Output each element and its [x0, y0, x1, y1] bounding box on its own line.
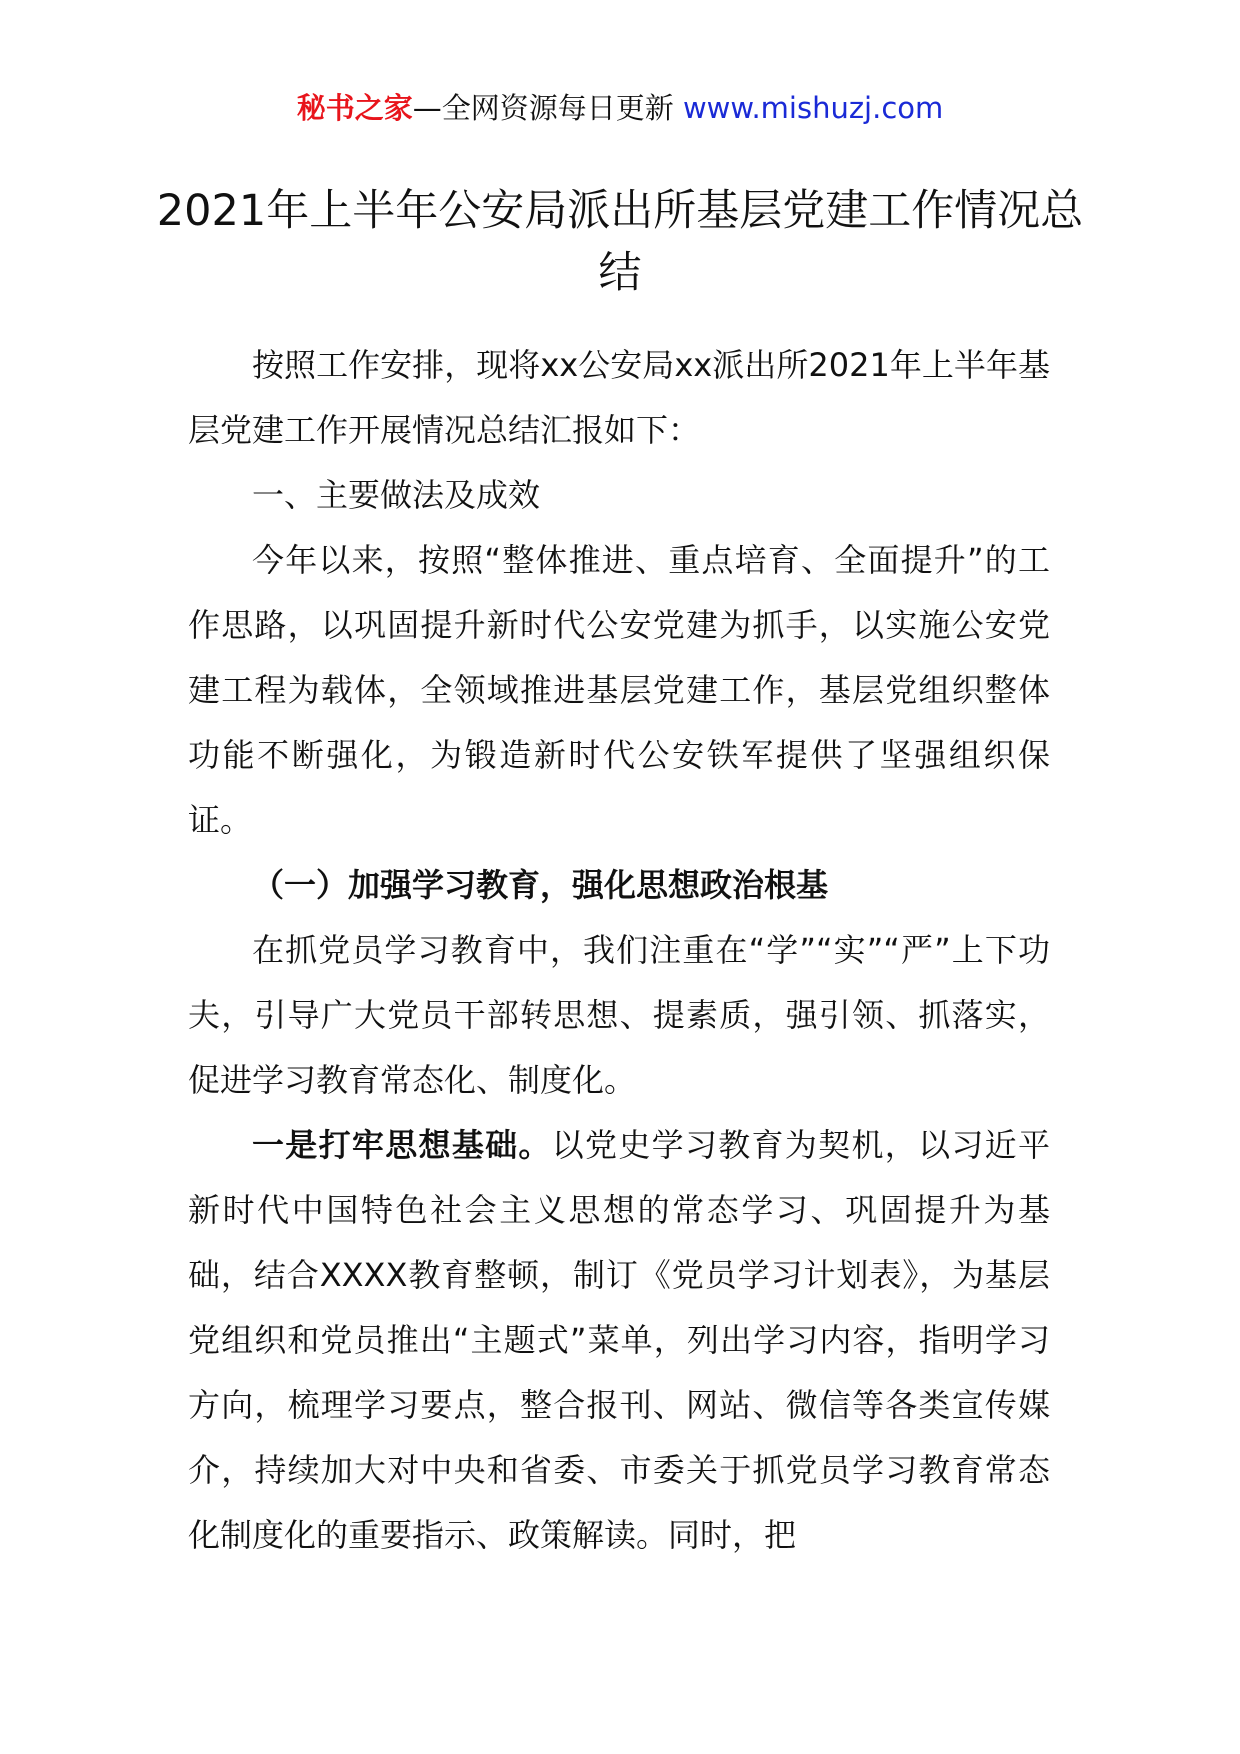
intro-paragraph: 按照工作安排，现将xx公安局xx派出所2021年上半年基层党建工作开展情况总结汇报如下：	[188, 346, 1050, 449]
point-paragraph	[188, 1113, 1050, 1568]
section-heading: 一、主要做法及成效	[252, 476, 541, 514]
section-paragraph: 今年以来，按照“整体推进、重点培育、全面提升”的工作思路，以巩固提升新时代公安党建为抓手，以实施公安党建工程为载体，全领域推进基层党建工作，基层党组织整体功能不断强化，为锻造新时代公安铁军提供了坚强组织保证。	[188, 541, 1050, 839]
subsection-paragraph: 在抓党员学习教育中，我们注重在“学”“实”“严”上下功夫，引导广大党员干部转思想、提素质，强引领、抓落实，促进学习教育常态化、制度化。	[188, 931, 1050, 1099]
document-body	[188, 333, 1050, 1568]
point-lead: 一是打牢思想基础。	[252, 1126, 552, 1164]
site-name: 秘书之家	[296, 91, 413, 125]
subsection-heading: （一）加强学习教育，强化思想政治根基	[252, 866, 829, 904]
site-url-link[interactable]: www.mishuzj.com	[682, 91, 944, 125]
point-body: 以党史学习教育为契机，以习近平新时代中国特色社会主义思想的常态学习、巩固提升为基础，结合XXXX教育整顿，制订《党员学习计划表》，为基层党组织和党员推出“主题式”菜单，列出学习内容，指明学习方向，梳理学习要点，整合报刊、网站、微信等各类宣传媒介，持续加大对中央和省委、市委关于抓党员学习教育常态化制度化的重要指示、政策解读。同时，把	[188, 1126, 1050, 1554]
document-title: 2021年上半年公安局派出所基层党建工作情况总结	[156, 186, 1084, 298]
site-tagline: —全网资源每日更新	[412, 91, 674, 125]
site-header	[0, 88, 1240, 128]
